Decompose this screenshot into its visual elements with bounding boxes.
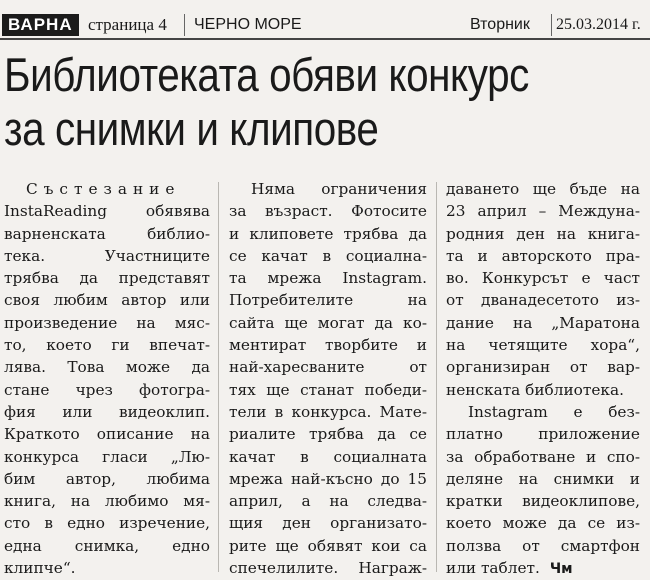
text-line: ментират творбите и [229, 336, 427, 355]
text-line: Състезание [26, 180, 181, 198]
text-line: лява. Това може да [4, 358, 210, 377]
text-line: во. Конкурсът е част [446, 269, 640, 288]
masthead-divider [184, 14, 185, 36]
text-line: трябва да представят [4, 269, 210, 288]
text-line: тели в конкурса. Мате- [229, 402, 427, 421]
text-line: кратки видеоклипове, [446, 492, 640, 511]
text-line: рите ще обявят кои са [229, 536, 427, 555]
text-line: се качат в социална- [229, 246, 427, 265]
text-line: Няма ограничения [251, 180, 427, 198]
article-headline [4, 48, 644, 156]
text-line: своя любим автор или [4, 291, 210, 310]
text-line: на четящите хора“, [446, 336, 640, 355]
text-line: организиран от вар- [446, 358, 640, 377]
text-line: ненската библиотека. [446, 380, 624, 399]
text-line: клипче“. [4, 559, 76, 578]
text-line: мрежа най-късно до 15 [229, 469, 427, 488]
page-number: страница 4 [88, 15, 167, 34]
text-line: тях ще станат победи- [229, 380, 427, 399]
text-line: спечелилите. Награж- [229, 559, 427, 578]
text-column-2 [229, 178, 427, 579]
text-line: за обработване и спо- [446, 447, 640, 466]
text-line: варненската библио- [4, 224, 210, 243]
text-line: произведение на мяс- [4, 313, 210, 332]
text-line: платно приложение [446, 425, 640, 444]
text-line: Instagram е без- [468, 402, 640, 421]
text-line: даването ще бъде на [446, 180, 640, 198]
text-line: качат в социалната [229, 447, 427, 466]
text-line: Потребителите на [229, 291, 427, 310]
text-line: което може да се из- [446, 514, 640, 533]
masthead-rule [0, 38, 650, 40]
text-line: за възраст. Фотосите [229, 202, 427, 221]
text-column-1 [4, 178, 210, 579]
article-body [0, 178, 650, 578]
text-line: родния ден на книга- [446, 224, 640, 243]
text-line: книга, на любимо мя- [4, 492, 210, 511]
text-line: или таблет. Чм [446, 559, 573, 578]
text-line: Краткото описание на [4, 425, 210, 444]
text-line: и клиповете трябва да [229, 224, 427, 243]
text-line: април, а на следва- [229, 492, 427, 511]
text-line: риалите трябва да се [229, 425, 427, 444]
issue-date: 25.03.2014 г. [556, 16, 641, 33]
section-tag: ВАРНА [2, 14, 79, 36]
text-line: 23 април – Междуна- [446, 202, 640, 221]
masthead [0, 0, 650, 38]
headline-line: за снимки и клипове [4, 102, 379, 155]
author-signature: Чм [549, 561, 573, 578]
text-line: та мрежа Instagram. [229, 269, 427, 288]
masthead-divider [551, 14, 552, 36]
text-line: дание на „Маратона [446, 313, 640, 332]
issue-weekday: Вторник [470, 16, 530, 33]
text-line: фия или видеоклип. [4, 402, 210, 421]
newspaper-name: ЧЕРНО МОРЕ [194, 16, 302, 33]
text-line: конкурса гласи „Лю- [4, 447, 210, 466]
text-line: ползва от смартфон [446, 536, 640, 555]
text-line: щия ден организато- [229, 514, 427, 533]
text-column-3 [446, 178, 640, 580]
text-line: сто в едно изречение, [4, 514, 210, 533]
text-line: тека. Участниците [4, 246, 210, 265]
text-line: та и авторското пра- [446, 246, 640, 265]
text-line: то, което ги впечат- [4, 336, 210, 355]
text-line: сайта ще могат да ко- [229, 313, 427, 332]
text-line: стане чрез фотогра- [4, 380, 210, 399]
text-line: от дванадесетото из- [446, 291, 640, 310]
headline-line: Библиотеката обяви конкурс [4, 48, 529, 101]
text-line: една снимка, едно [4, 536, 210, 555]
text-line: деляне на снимки и [446, 469, 640, 488]
text-line: InstaReading обявява [4, 202, 210, 221]
text-line: бим автор, любима [4, 469, 210, 488]
text-line: най-харесваните от [229, 358, 427, 377]
